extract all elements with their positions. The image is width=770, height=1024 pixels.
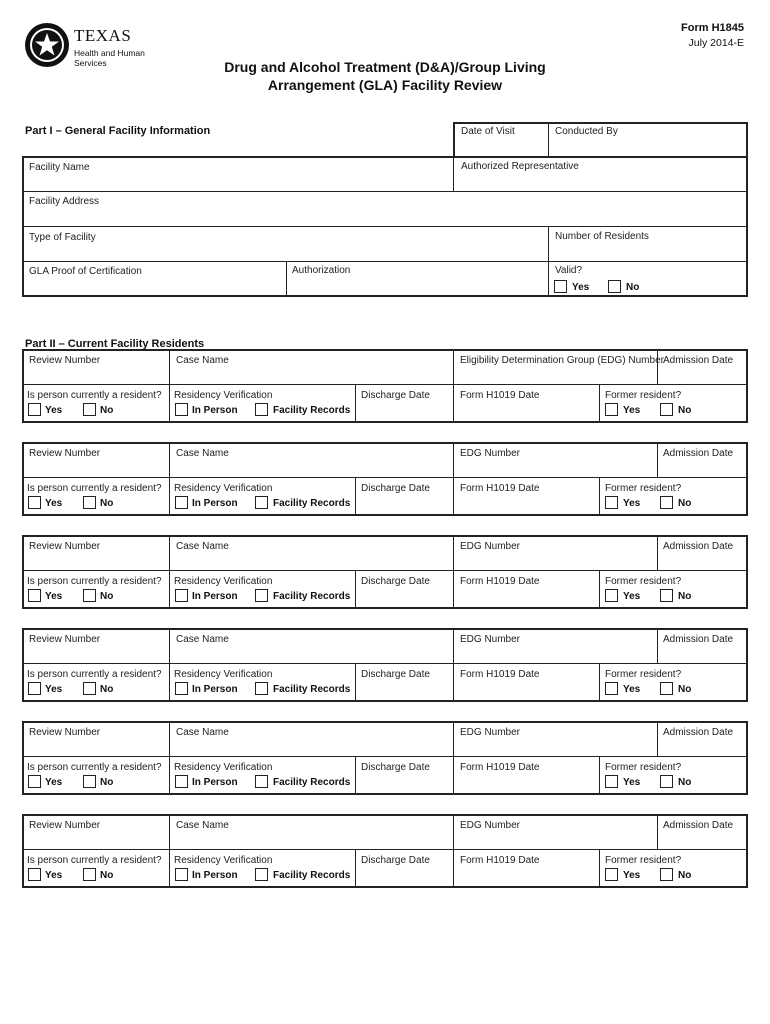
facility-records-checkbox[interactable]: [255, 682, 268, 695]
is-resident-label: Is person currently a resident?: [27, 762, 162, 773]
is-resident-no-checkbox[interactable]: [83, 403, 96, 416]
review-number-label: Review Number: [29, 448, 101, 459]
is-resident-no-label: No: [100, 591, 114, 602]
facility-records-label: Facility Records: [273, 870, 351, 881]
facility-records-checkbox[interactable]: [255, 403, 268, 416]
discharge-date-label: Discharge Date: [361, 669, 430, 680]
case-name-field[interactable]: [171, 646, 452, 662]
is-resident-yes-checkbox[interactable]: [28, 868, 41, 881]
former-resident-yes-label: Yes: [623, 684, 641, 695]
admission-date-label: Admission Date: [663, 634, 734, 645]
h1019-date-label: Form H1019 Date: [460, 576, 540, 587]
facility-address-label: Facility Address: [29, 196, 100, 207]
review-number-label: Review Number: [29, 820, 101, 831]
case-name-label: Case Name: [176, 727, 229, 738]
facility-records-label: Facility Records: [273, 777, 351, 788]
is-resident-label: Is person currently a resident?: [27, 576, 162, 587]
in-person-checkbox[interactable]: [175, 496, 188, 509]
h1019-date-label: Form H1019 Date: [460, 390, 540, 401]
h1019-date-field[interactable]: [455, 402, 598, 420]
residency-verification-label: Residency Verification: [174, 762, 273, 773]
authorized-rep-field[interactable]: [455, 174, 746, 190]
is-resident-yes-label: Yes: [45, 684, 63, 695]
h1019-date-label: Form H1019 Date: [460, 669, 540, 680]
admission-date-field[interactable]: [659, 553, 746, 569]
admission-date-field[interactable]: [659, 832, 746, 848]
is-resident-yes-label: Yes: [45, 777, 63, 788]
former-resident-yes-label: Yes: [623, 870, 641, 881]
is-resident-yes-checkbox[interactable]: [28, 682, 41, 695]
in-person-checkbox[interactable]: [175, 775, 188, 788]
discharge-date-label: Discharge Date: [361, 390, 430, 401]
in-person-label: In Person: [192, 777, 238, 788]
review-number-field[interactable]: [24, 367, 168, 383]
former-resident-no-label: No: [678, 498, 692, 509]
edg-number-field[interactable]: [455, 553, 656, 569]
is-resident-no-checkbox[interactable]: [83, 682, 96, 695]
valid-yes-checkbox[interactable]: [554, 280, 567, 293]
in-person-label: In Person: [192, 870, 238, 881]
review-number-field[interactable]: [24, 739, 168, 755]
in-person-checkbox[interactable]: [175, 868, 188, 881]
is-resident-no-label: No: [100, 498, 114, 509]
former-resident-label: Former resident?: [605, 762, 682, 773]
discharge-date-label: Discharge Date: [361, 762, 430, 773]
gla-proof-field[interactable]: [24, 278, 284, 295]
date-of-visit-field[interactable]: [455, 138, 547, 156]
former-resident-yes-checkbox[interactable]: [605, 589, 618, 602]
admission-date-label: Admission Date: [663, 448, 734, 459]
edg-number-label: EDG Number: [460, 541, 521, 552]
admission-date-field[interactable]: [659, 646, 746, 662]
is-resident-yes-checkbox[interactable]: [28, 775, 41, 788]
review-number-field[interactable]: [24, 646, 168, 662]
part1-heading: Part I – General Facility Information: [25, 125, 211, 137]
case-name-label: Case Name: [176, 448, 229, 459]
case-name-label: Case Name: [176, 541, 229, 552]
former-resident-no-label: No: [678, 777, 692, 788]
facility-records-label: Facility Records: [273, 498, 351, 509]
form-date: July 2014-E: [688, 37, 744, 49]
edg-number-field[interactable]: [455, 367, 656, 383]
in-person-label: In Person: [192, 591, 238, 602]
facility-name-label: Facility Name: [29, 162, 90, 173]
edg-number-label: EDG Number: [460, 634, 521, 645]
admission-date-field[interactable]: [659, 739, 746, 755]
former-resident-no-checkbox[interactable]: [660, 682, 673, 695]
case-name-label: Case Name: [176, 634, 229, 645]
in-person-checkbox[interactable]: [175, 589, 188, 602]
org-line-2: Services: [74, 58, 107, 68]
former-resident-no-checkbox[interactable]: [660, 868, 673, 881]
former-resident-yes-label: Yes: [623, 591, 641, 602]
h1019-date-label: Form H1019 Date: [460, 855, 540, 866]
former-resident-label: Former resident?: [605, 390, 682, 401]
review-number-field[interactable]: [24, 832, 168, 848]
edg-number-field[interactable]: [455, 832, 656, 848]
facility-address-field[interactable]: [24, 208, 746, 225]
is-resident-no-label: No: [100, 777, 114, 788]
former-resident-no-label: No: [678, 405, 692, 416]
is-resident-yes-checkbox[interactable]: [28, 403, 41, 416]
org-line-1: Health and Human: [74, 48, 145, 58]
is-resident-label: Is person currently a resident?: [27, 390, 162, 401]
former-resident-no-checkbox[interactable]: [660, 403, 673, 416]
h1019-date-field[interactable]: [455, 495, 598, 513]
case-name-field[interactable]: [171, 832, 452, 848]
discharge-date-field[interactable]: [357, 588, 452, 606]
is-resident-no-checkbox[interactable]: [83, 868, 96, 881]
facility-records-checkbox[interactable]: [255, 589, 268, 602]
type-of-facility-label: Type of Facility: [29, 232, 96, 243]
facility-records-label: Facility Records: [273, 591, 351, 602]
residency-verification-label: Residency Verification: [174, 483, 273, 494]
in-person-checkbox[interactable]: [175, 682, 188, 695]
h1019-date-label: Form H1019 Date: [460, 762, 540, 773]
h1019-date-field[interactable]: [455, 867, 598, 885]
is-resident-yes-checkbox[interactable]: [28, 496, 41, 509]
is-resident-label: Is person currently a resident?: [27, 669, 162, 680]
edg-number-label: EDG Number: [460, 820, 521, 831]
case-name-label: Case Name: [176, 820, 229, 831]
is-resident-no-label: No: [100, 405, 114, 416]
org-name: TEXAS: [74, 26, 132, 45]
review-number-field[interactable]: [24, 553, 168, 569]
facility-records-checkbox[interactable]: [255, 775, 268, 788]
discharge-date-label: Discharge Date: [361, 855, 430, 866]
is-resident-no-label: No: [100, 870, 114, 881]
residency-verification-label: Residency Verification: [174, 390, 273, 401]
admission-date-label: Admission Date: [663, 820, 734, 831]
in-person-label: In Person: [192, 684, 238, 695]
edg-number-label: Eligibility Determination Group (EDG) Number: [460, 355, 664, 366]
former-resident-no-checkbox[interactable]: [660, 589, 673, 602]
valid-yes-label: Yes: [572, 282, 590, 293]
is-resident-yes-checkbox[interactable]: [28, 589, 41, 602]
valid-no-checkbox[interactable]: [608, 280, 621, 293]
former-resident-label: Former resident?: [605, 483, 682, 494]
number-of-residents-field[interactable]: [550, 244, 746, 260]
former-resident-label: Former resident?: [605, 855, 682, 866]
facility-records-checkbox[interactable]: [255, 868, 268, 881]
is-resident-yes-label: Yes: [45, 591, 63, 602]
former-resident-no-label: No: [678, 870, 692, 881]
authorization-field[interactable]: [288, 278, 546, 295]
form-title-line-2: Arrangement (GLA) Facility Review: [267, 77, 503, 93]
review-number-label: Review Number: [29, 634, 101, 645]
case-name-field[interactable]: [171, 553, 452, 569]
admission-date-label: Admission Date: [663, 541, 734, 552]
residency-verification-label: Residency Verification: [174, 855, 273, 866]
edg-number-field[interactable]: [455, 460, 656, 476]
type-of-facility-field[interactable]: [24, 244, 546, 260]
conducted-by-label: Conducted By: [555, 126, 618, 137]
edg-number-label: EDG Number: [460, 448, 521, 459]
former-resident-yes-label: Yes: [623, 405, 641, 416]
discharge-date-field[interactable]: [357, 402, 452, 420]
former-resident-label: Former resident?: [605, 669, 682, 680]
is-resident-no-checkbox[interactable]: [83, 589, 96, 602]
in-person-checkbox[interactable]: [175, 403, 188, 416]
discharge-date-field[interactable]: [357, 867, 452, 885]
discharge-date-label: Discharge Date: [361, 576, 430, 587]
former-resident-label: Former resident?: [605, 576, 682, 587]
facility-records-label: Facility Records: [273, 684, 351, 695]
is-resident-yes-label: Yes: [45, 498, 63, 509]
date-of-visit-label: Date of Visit: [461, 126, 515, 137]
valid-label: Valid?: [555, 265, 583, 276]
valid-no-label: No: [626, 282, 640, 293]
in-person-label: In Person: [192, 405, 238, 416]
case-name-label: Case Name: [176, 355, 229, 366]
former-resident-no-label: No: [678, 684, 692, 695]
admission-date-field[interactable]: [659, 367, 746, 383]
in-person-label: In Person: [192, 498, 238, 509]
is-resident-yes-label: Yes: [45, 405, 63, 416]
is-resident-yes-label: Yes: [45, 870, 63, 881]
former-resident-yes-checkbox[interactable]: [605, 682, 618, 695]
residency-verification-label: Residency Verification: [174, 669, 273, 680]
former-resident-no-checkbox[interactable]: [660, 775, 673, 788]
authorization-label: Authorization: [292, 265, 351, 276]
review-number-label: Review Number: [29, 355, 101, 366]
edg-number-field[interactable]: [455, 739, 656, 755]
former-resident-yes-label: Yes: [623, 498, 641, 509]
facility-records-checkbox[interactable]: [255, 496, 268, 509]
former-resident-no-checkbox[interactable]: [660, 496, 673, 509]
former-resident-yes-checkbox[interactable]: [605, 868, 618, 881]
discharge-date-field[interactable]: [357, 681, 452, 699]
form-title-line-1: Drug and Alcohol Treatment (D&A)/Group Living: [224, 59, 546, 75]
h1019-date-field[interactable]: [455, 681, 598, 699]
h1019-date-field[interactable]: [455, 774, 598, 792]
former-resident-yes-label: Yes: [623, 777, 641, 788]
admission-date-field[interactable]: [659, 460, 746, 476]
edg-number-label: EDG Number: [460, 727, 521, 738]
number-of-residents-label: Number of Residents: [555, 231, 649, 242]
admission-date-label: Admission Date: [663, 727, 734, 738]
is-resident-label: Is person currently a resident?: [27, 483, 162, 494]
discharge-date-field[interactable]: [357, 495, 452, 513]
case-name-field[interactable]: [171, 739, 452, 755]
former-resident-no-label: No: [678, 591, 692, 602]
facility-name-field[interactable]: [24, 174, 452, 190]
review-number-label: Review Number: [29, 727, 101, 738]
edg-number-field[interactable]: [455, 646, 656, 662]
review-number-field[interactable]: [24, 460, 168, 476]
admission-date-label: Admission Date: [663, 355, 734, 366]
discharge-date-label: Discharge Date: [361, 483, 430, 494]
facility-records-label: Facility Records: [273, 405, 351, 416]
part2-heading: Part II – Current Facility Residents: [25, 338, 205, 350]
h1019-date-label: Form H1019 Date: [460, 483, 540, 494]
case-name-field[interactable]: [171, 367, 452, 383]
review-number-label: Review Number: [29, 541, 101, 552]
form-number: Form H1845: [681, 22, 744, 34]
is-resident-no-label: No: [100, 684, 114, 695]
former-resident-yes-checkbox[interactable]: [605, 403, 618, 416]
former-resident-yes-checkbox[interactable]: [605, 496, 618, 509]
residency-verification-label: Residency Verification: [174, 576, 273, 587]
h1019-date-field[interactable]: [455, 588, 598, 606]
conducted-by-field[interactable]: [550, 138, 746, 156]
is-resident-label: Is person currently a resident?: [27, 855, 162, 866]
authorized-rep-label: Authorized Representative: [461, 161, 579, 172]
case-name-field[interactable]: [171, 460, 452, 476]
gla-proof-label: GLA Proof of Certification: [29, 266, 142, 277]
is-resident-no-checkbox[interactable]: [83, 496, 96, 509]
is-resident-no-checkbox[interactable]: [83, 775, 96, 788]
discharge-date-field[interactable]: [357, 774, 452, 792]
former-resident-yes-checkbox[interactable]: [605, 775, 618, 788]
